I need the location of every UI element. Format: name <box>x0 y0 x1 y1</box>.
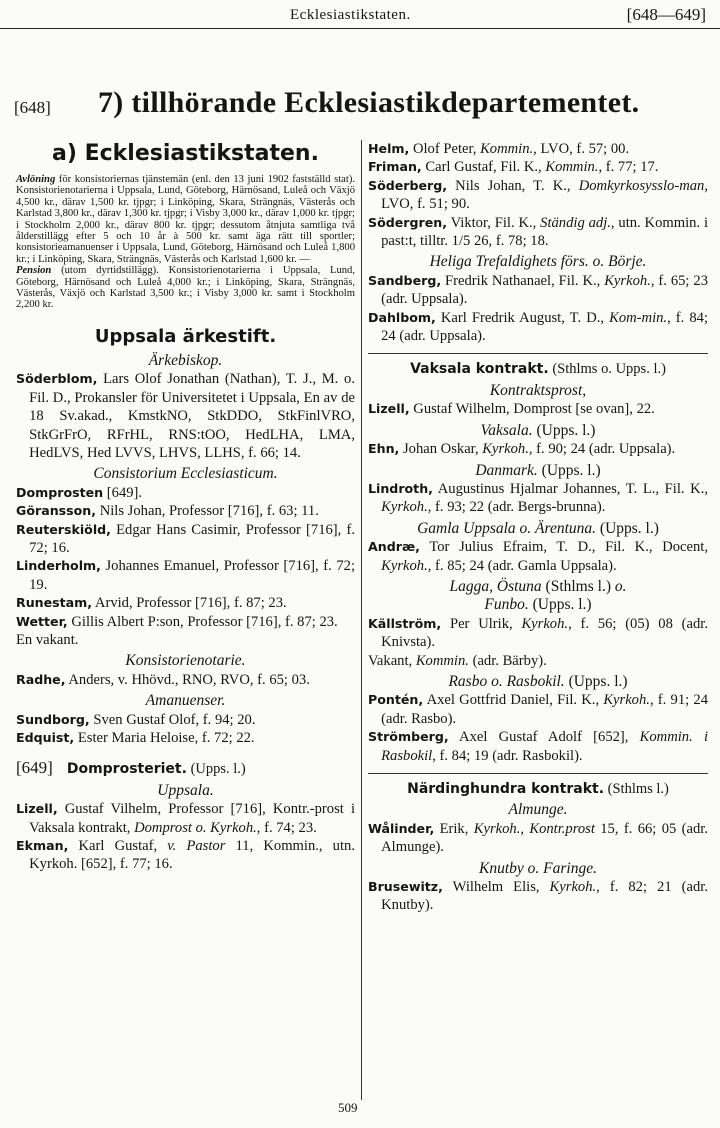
knutby-heading: Knutby o. Faringe. <box>479 859 597 877</box>
entry-ekman: Ekman, Karl Gustaf, v. Pastor 11, Kommin., utn. Kyrkoh. [652], f. 77; 16. <box>16 838 355 873</box>
gamla-uppsala-heading: Gamla Uppsala o. Ärentuna. (Upps. l.) <box>417 519 659 537</box>
arkebiskop-heading: Ärkebiskop. <box>148 351 223 369</box>
separator-rule <box>368 353 708 354</box>
entry-friman: Friman, Carl Gustaf, Fil. K., Kommin., f. 77; 17. <box>368 159 659 176</box>
entry-lizell: Lizell, Gustaf Vilhelm, Professor [716], Kontr.-prost i Vaksala kontrakt, Domprost o. Kyrkoh., f. 74; 23. <box>16 801 355 836</box>
salary-note-lead: Avlöning <box>16 174 56 185</box>
entry-goransson: Göransson, Nils Johan, Professor [716], f. 63; 11. <box>16 503 319 520</box>
entry-reuterskiold: Reuterskiöld, Edgar Hans Casimir, Professor [716], f. 72; 16. <box>16 521 355 556</box>
salary-note-text: för konsistoriernas tjänstemän (enl. den 13 juni 1902 fastställd stat). Konsistorienotarierna i Uppsala, Lund, Göteborg, Härnösand, Luleå och Växjö 4,500 kr., därav 1,500 kr. tjpgr; i Linköping, Skara, Strängnäs, Västerås och Karlstad 3,800 kr., därav 1,300 kr. tjpgr; i Visby 3,000 kr., därav 1,000 kr. tjpgr; i Stockholm 2,000 kr., därav 800 kr. tjpgr; dessutom åtnjuta samtliga två ålderstillägg efter 5 och 10 år à 500 kr. samt äga rätt till sportler; konsistorieamanuenser i Uppsala, Lund, Göteborg, Härnösand och Luleå 1,800 kr.; i Linköping, Skara, Strängnäs, Västerås och Karlstad 1,600 kr. — <box>16 174 355 265</box>
entry-stromberg: Strömberg, Axel Gustaf Adolf [652], Kommin. i Rasbokil, f. 84; 19 (adr. Rasbokil). <box>368 729 709 764</box>
entry-andrae: Andræ, Tor Julius Efraim, T. D., Fil. K., Docent, Kyrkoh., f. 85; 24 (adr. Gamla Uppsala). <box>368 539 708 574</box>
entry-lizell-kontraktsprost: Lizell, Gustaf Wilhelm, Domprost [se ovan], 22. <box>368 401 655 418</box>
entry-runestam: Runestam, Arvid, Professor [716], f. 87; 23. <box>16 595 287 612</box>
notarie-heading: Konsistorienotarie. <box>125 652 246 670</box>
entry-dahlbom: Dahlbom, Karl Fredrik August, T. D., Kom-min., f. 84; 24 (adr. Uppsala). <box>368 309 708 345</box>
page-number: 509 <box>338 1100 358 1115</box>
funbo-heading: Funbo. (Upps. l.) <box>484 596 592 614</box>
rasbo-heading: Rasbo o. Rasbokil. (Upps. l.) <box>448 672 628 690</box>
section-649-heading: [649] Domprosteriet. (Upps. l.) <box>16 758 246 778</box>
entry-kallstrom: Källström, Per Ulrik, Kyrkoh., f. 56; (05) 08 (adr. Knivsta). <box>368 615 708 651</box>
vaksala-heading: Vaksala. (Upps. l.) <box>480 421 596 439</box>
lagga-heading: Lagga, Östuna (Sthlms l.) o. <box>449 577 627 595</box>
entry-vakant: En vakant. <box>16 631 79 648</box>
almunge-heading: Almunge. <box>508 801 568 819</box>
kontraktsprost-heading: Kontraktsprost, <box>489 381 587 399</box>
entry-ehn: Ehn, Johan Oskar, Kyrkoh., f. 90; 24 (adr. Uppsala). <box>368 441 676 458</box>
entry-vakant-kommin: Vakant, Kommin. (adr. Bärby). <box>368 652 547 669</box>
left-column <box>16 140 355 874</box>
pension-note-lead: Pension <box>16 265 52 277</box>
entry-walinder: Wålinder, Erik, Kyrkoh., Kontr.prost 15, f. 66; 05 (adr. Almunge). <box>368 820 708 856</box>
consistorium-heading: Consistorium Ecclesiasticum. <box>93 465 278 483</box>
entry-sundborg: Sundborg, Sven Gustaf Olof, f. 94; 20. <box>16 711 256 728</box>
main-heading-number: [648] <box>14 98 51 117</box>
amanuenser-heading: Amanuenser. <box>145 692 226 710</box>
entry-soderblom: Söderblom, Lars Olof Jonathan (Nathan), T. J., M. o. Fil. D., Prokansler för Universitetet i Uppsala, En av de 18 Sv.akad., KmstkNO, StkDDO, StkFinlVRO, StkGrFrO, RFrHL, RNS:tOO, HedLHA, LMA, HedLVS, Hed LVVS, LHVS, LLHS, f. 66; 14. <box>16 371 355 461</box>
vaksala-kontrakt-heading: Vaksala kontrakt. (Sthlms o. Upps. l.) <box>410 361 666 378</box>
entry-linderholm: Linderholm, Johannes Emanuel, Professor [716], f. 72; 19. <box>16 558 355 593</box>
entry-wetter: Wetter, Gillis Albert P:son, Professor [716], f. 87; 23. <box>16 613 338 630</box>
nardinghundra-heading: Närdinghundra kontrakt. (Sthlms l.) <box>407 781 669 797</box>
entry-edquist: Edquist, Ester Maria Heloise, f. 72; 22. <box>16 730 255 746</box>
section-a-title: a) Ecklesiastikstaten. <box>52 141 319 166</box>
trefaldighet-heading: Heliga Trefaldighets förs. o. Börje. <box>429 253 647 271</box>
entry-ponten: Pontén, Axel Gottfrid Daniel, Fil. K., Kyrkoh., f. 91; 24 (adr. Rasbo). <box>368 692 708 727</box>
uppsala-parish-heading: Uppsala. <box>157 781 214 799</box>
main-heading-text: 7) tillhörande Ecklesiastikdepartementet. <box>98 86 640 119</box>
separator-rule-2 <box>368 773 708 774</box>
right-column <box>368 140 708 915</box>
running-head <box>0 4 720 29</box>
entry-brusewitz: Brusewitz, Wilhelm Elis, Kyrkoh., f. 82; 21 (adr. Knutby). <box>368 879 708 914</box>
running-head-pages: [648—649] <box>626 5 706 24</box>
entry-sandberg: Sandberg, Fredrik Nathanael, Fil. K., Kyrkoh., f. 65; 23 (adr. Uppsala). <box>368 272 708 308</box>
salary-note <box>16 174 355 265</box>
entry-sodergren: Södergren, Viktor, Fil. K., Ständig adj., utn. Kommin. i past:t, tilltr. 1/5 26, f. 78; 18. <box>368 214 708 250</box>
pension-note <box>16 265 355 311</box>
entry-soderberg: Söderberg, Nils Johan, T. K., Domkyrkosysslo-man, LVO, f. 51; 90. <box>368 177 708 213</box>
running-head-title: Ecklesiastikstaten. <box>290 7 411 23</box>
entry-radhe: Radhe, Anders, v. Hhövd., RNO, RVO, f. 65; 03. <box>16 671 310 688</box>
entry-lindroth: Lindroth, Augustinus Hjalmar Johannes, T. L., Fil. K., Kyrkoh., f. 93; 22 (adr. Bergs-brunna). <box>368 480 708 516</box>
entry-helm: Helm, Olof Peter, Kommin., LVO, f. 57; 00. <box>368 141 630 157</box>
entry-domprosten: Domprosten [649]. <box>16 484 143 501</box>
danmark-heading: Danmark. (Upps. l.) <box>475 461 601 479</box>
main-heading <box>14 86 714 130</box>
column-divider <box>361 140 362 1100</box>
uppsala-title: Uppsala ärkestift. <box>94 325 277 347</box>
pension-note-text: (utom dyrtidstillägg). Konsistorienotarierna i Uppsala, Lund, Göteborg, Härnösand och Luleå 4,000 kr.; i Linköping, Skara, Strängnäs, Västerås, Växjö och Karlstad 3,500 kr.; i Visby 3,000 kr. samt i Stockholm 2,200 kr. <box>16 265 355 311</box>
